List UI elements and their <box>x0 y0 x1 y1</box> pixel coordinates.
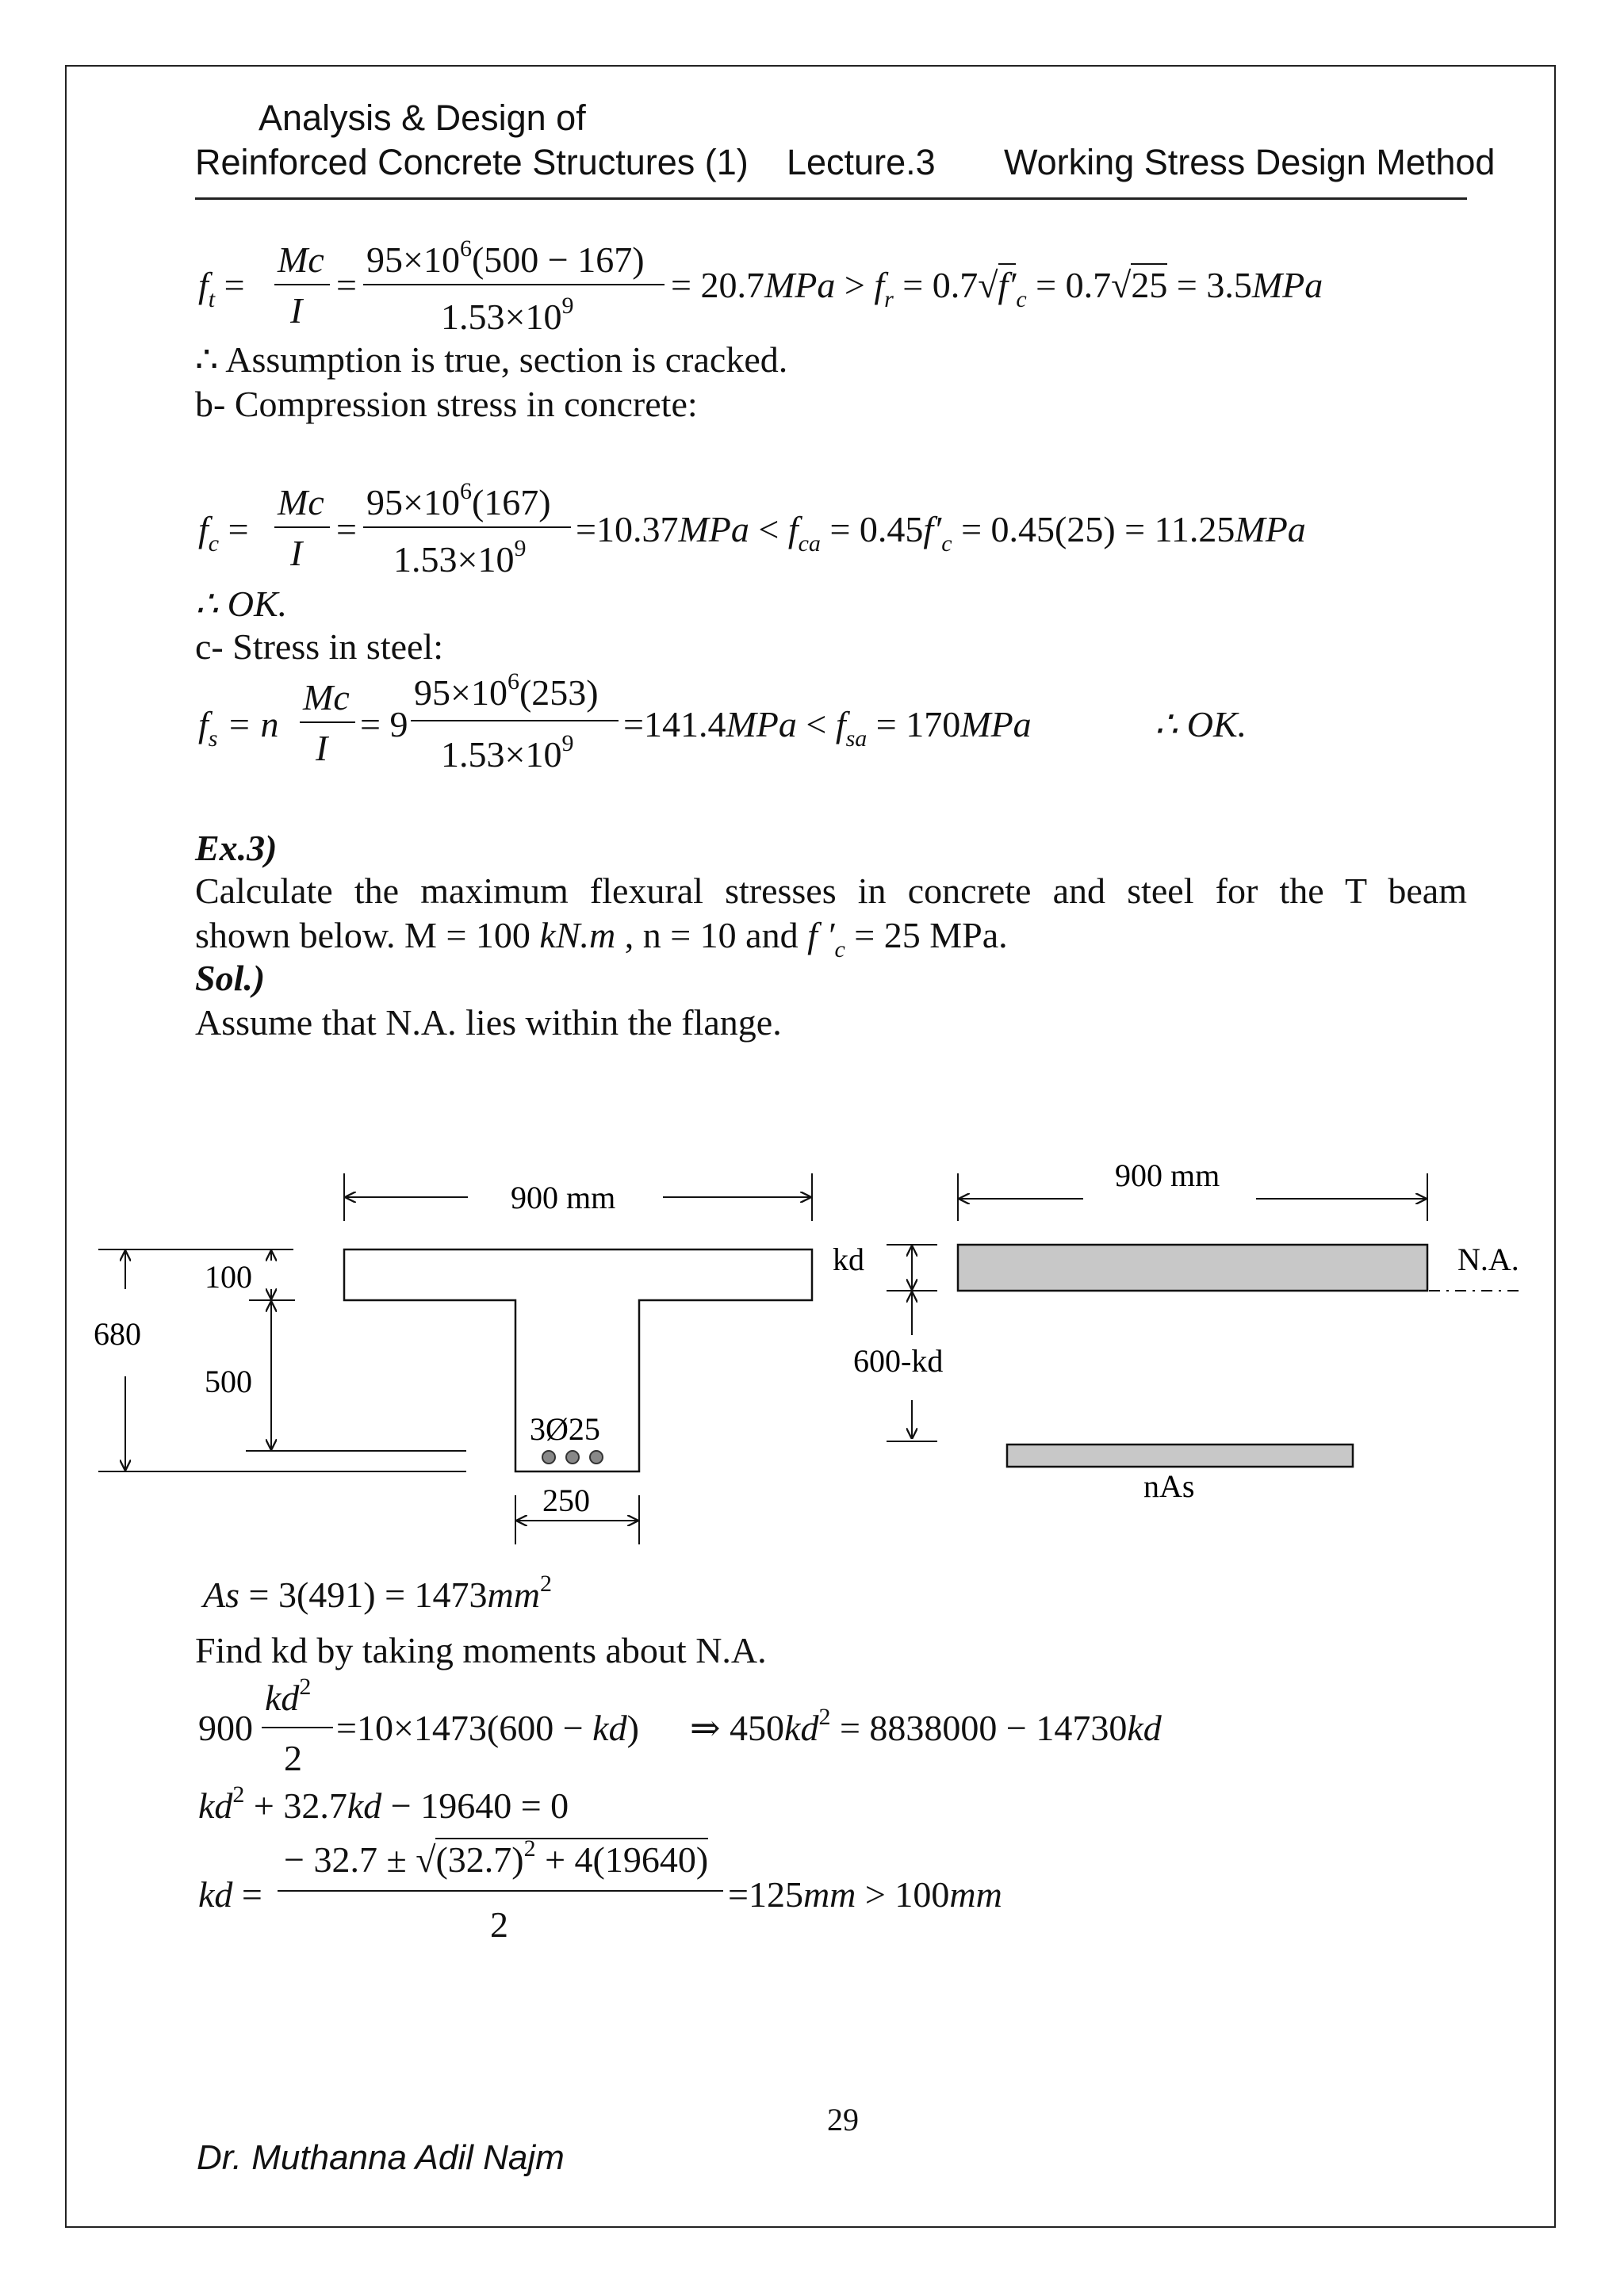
eq-ft-rhs: = $20.7MPa > f_r = 0.7√f'_c = 0.7√25 = 3.5MPa$ <box>671 265 1323 312</box>
rebar-label: 3Ø25 <box>530 1411 600 1447</box>
text-find-kd: Find kd by taking moments about N.A. <box>195 1630 767 1670</box>
text-compression-heading: b- Compression stress in concrete: <box>195 384 698 424</box>
example-statement-line2: shown below. M = 100 kN.m , n = 10 and f $'_c = 25$ MPa. <box>195 915 1008 962</box>
text-ok-1: ∴ OK. <box>195 584 288 624</box>
eq-ft-frac-den: I <box>290 290 303 331</box>
t-beam-diagram <box>0 1142 1624 1570</box>
effective-depth-label: 500 <box>205 1364 252 1399</box>
block-width-label: 900 mm <box>1115 1158 1220 1193</box>
flange-thickness-label: 100 <box>205 1259 252 1295</box>
eq-ft-frac-bar <box>274 284 330 285</box>
header-lecture: Lecture.3 <box>787 142 936 182</box>
rebar-3 <box>590 1451 603 1464</box>
kd-label: kd <box>833 1242 864 1277</box>
rebar-2 <box>566 1451 579 1464</box>
rebar-1 <box>542 1451 555 1464</box>
solution-label: Sol.) <box>195 958 266 998</box>
header-course-line2: Reinforced Concrete Structures (1) <box>195 142 749 182</box>
eq-ft-frac-num: Mc <box>278 239 324 280</box>
text-assumption: ∴ Assumption is true, section is cracked. <box>195 339 788 380</box>
eq-ft-den: $1.53\times 10^9$ <box>441 293 574 337</box>
lower-arm-label: 600-kd <box>853 1343 944 1379</box>
eq-ft-lhs: $f_t$ = <box>198 265 245 312</box>
author: Dr. Muthanna Adil Najm <box>197 2138 565 2177</box>
header-method: Working Stress Design Method <box>1004 142 1496 182</box>
total-depth-label: 680 <box>94 1316 141 1352</box>
example-statement-line1: Calculate the maximum flexural stresses in concrete and steel for the T beam <box>195 871 1467 911</box>
page-number: 29 <box>827 2102 859 2137</box>
nas-label: nAs <box>1143 1468 1195 1504</box>
equation-as: $As = 3(491) = 1473mm^2$ <box>203 1571 552 1615</box>
eq-ft-main-bar <box>363 284 665 285</box>
text-steel-heading: c- Stress in steel: <box>195 626 443 667</box>
example-title: Ex.3) <box>195 828 278 868</box>
eq-ft-num: $95\times 10^6(500 - 167)$ <box>366 235 645 280</box>
web-width-label: 250 <box>542 1483 590 1518</box>
text-assume-na: Assume that N.A. lies within the flange. <box>195 1002 782 1043</box>
steel-area-block <box>1007 1445 1353 1467</box>
header-course-line1: Analysis & Design of <box>259 98 586 138</box>
neutral-axis-label: N.A. <box>1457 1242 1519 1277</box>
compression-block <box>958 1245 1427 1291</box>
header-rule <box>195 197 1467 200</box>
flange-width-label: 900 mm <box>511 1180 616 1215</box>
equation-quadratic: $kd^2 + 32.7kd - 19640 = 0$ <box>198 1781 569 1826</box>
